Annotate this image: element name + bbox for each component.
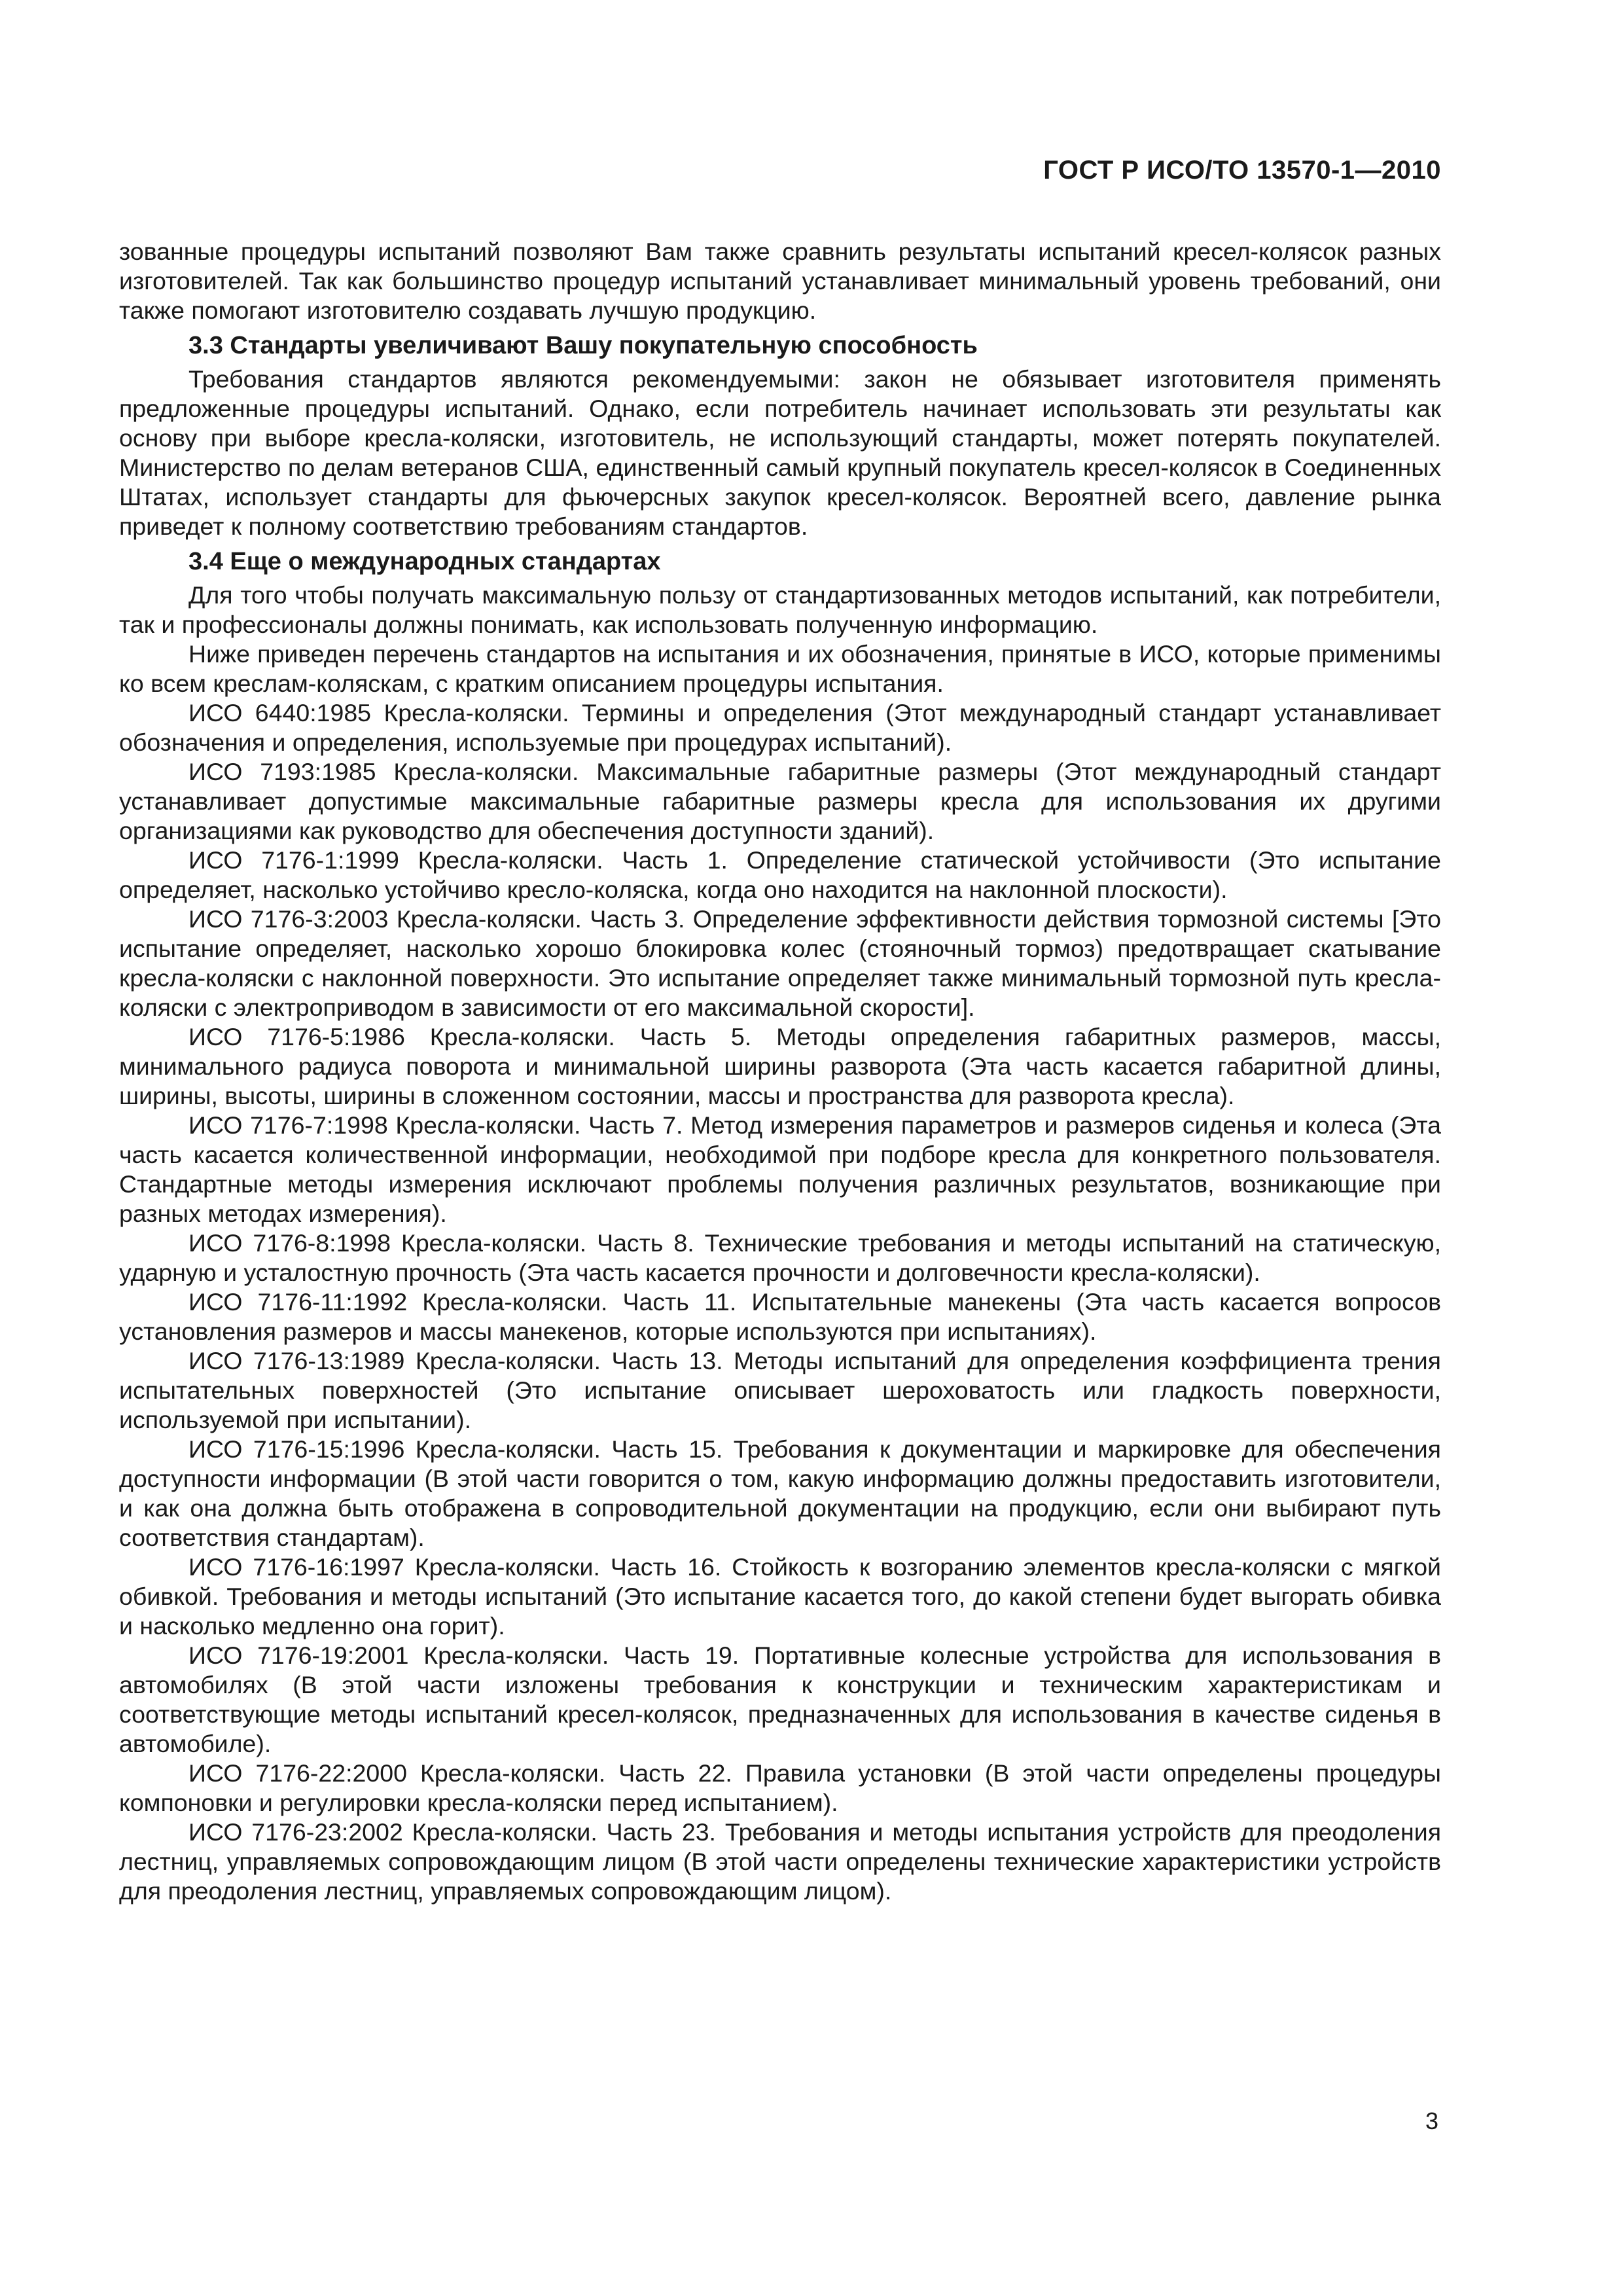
standard-entry: ИСО 7193:1985 Кресла-коляски. Максимальные габаритные размеры (Этот международный стандарт устанавливает допустимые максимальные габаритные размеры кресла для использования их другими организациями как руководство для обеспечения доступности зданий).: [119, 758, 1441, 844]
standard-entry: ИСО 7176-23:2002 Кресла-коляски. Часть 23. Требования и методы испытания устройств для преодоления лестниц, управляемых сопровождающим лицом (В этой части определены технические характеристики устройств для преодоления лестниц, управляемых сопровождающим лицом).: [119, 1818, 1441, 1905]
standard-entry: ИСО 6440:1985 Кресла-коляски. Термины и определения (Этот международный стандарт устанавливает обозначения и определения, используемые при процедурах испытаний).: [119, 699, 1441, 756]
standard-entry: ИСО 7176-22:2000 Кресла-коляски. Часть 22. Правила установки (В этой части определены процедуры компоновки и регулировки кресла-коляски перед испытанием).: [119, 1759, 1441, 1816]
paragraph: Для того чтобы получать максимальную пользу от стандартизованных методов испытаний, как потребители, так и профессионалы должны понимать, как использовать полученную информацию.: [119, 581, 1441, 638]
section-heading-3-3: 3.3 Стандарты увеличивают Вашу покупательную способность: [188, 332, 978, 359]
standard-entry: ИСО 7176-13:1989 Кресла-коляски. Часть 13. Методы испытаний для определения коэффициента трения испытательных поверхностей (Это испытание описывает шероховатость или гладкость поверхности, используемой при испытании).: [119, 1347, 1441, 1433]
standard-entry: ИСО 7176-7:1998 Кресла-коляски. Часть 7. Метод измерения параметров и размеров сиденья и колеса (Эта часть касается количественной информации, необходимой при подборе кресла для конкретного пользователя. Стандартные методы измерения исключают проблемы получения различных результатов, возникающие при разных методах измерения).: [119, 1111, 1441, 1227]
page-number: 3: [1425, 2108, 1438, 2134]
paragraph-continuation: зованные процедуры испытаний позволяют Вам также сравнить результаты испытаний кресел-колясок разных изготовителей. Так как большинство процедур испытаний устанавливает минимальный уровень требований, они также помогают изготовителю создавать лучшую продукцию.: [119, 238, 1441, 324]
section-heading-3-4: 3.4 Еще о международных стандартах: [188, 548, 661, 575]
document-code-header: ГОСТ Р ИСО/ТО 13570-1—2010: [1043, 156, 1441, 185]
standard-entry: ИСО 7176-19:2001 Кресла-коляски. Часть 19. Портативные колесные устройства для использования в автомобилях (В этой части изложены требования к конструкции и техническим характеристикам и соответствующие методы испытаний кресел-колясок, предназначенных для использования в качестве сиденья в автомобиле).: [119, 1641, 1441, 1757]
standard-entry: ИСО 7176-16:1997 Кресла-коляски. Часть 16. Стойкость к возгоранию элементов кресла-коляски с мягкой обивкой. Требования и методы испытаний (Это испытание касается того, до какой степени будет выгорать обивка и насколько медленно она горит).: [119, 1553, 1441, 1640]
standard-entry: ИСО 7176-11:1992 Кресла-коляски. Часть 11. Испытательные манекены (Эта часть касается вопросов установления размеров и массы манекенов, которые используются при испытаниях).: [119, 1288, 1441, 1345]
document-body: [119, 237, 1441, 1906]
standard-entry: ИСО 7176-15:1996 Кресла-коляски. Часть 15. Требования к документации и маркировке для обеспечения доступности информации (В этой части говорится о том, какую информацию должны предоставить изготовители, и как она должна быть отображена в сопроводительной документации на продукцию, если они выбирают путь соответствия стандартам).: [119, 1435, 1441, 1551]
standard-entry: ИСО 7176-3:2003 Кресла-коляски. Часть 3. Определение эффективности действия тормозной системы [Это испытание определяет, насколько хорошо блокировка колес (стояночный тормоз) предотвращает скатывание кресла-коляски с наклонной поверхности. Это испытание определяет также минимальный тормозной путь кресла-коляски с электроприводом в зависимости от его максимальной скорости].: [119, 905, 1441, 1021]
standard-entry: ИСО 7176-5:1986 Кресла-коляски. Часть 5. Методы определения габаритных размеров, массы, минимального радиуса поворота и минимальной ширины разворота (Эта часть касается габаритной длины, ширины, высоты, ширины в сложенном состоянии, массы и пространства для разворота кресла).: [119, 1023, 1441, 1109]
paragraph: Требования стандартов являются рекомендуемыми: закон не обязывает изготовителя применять предложенные процедуры испытаний. Однако, если потребитель начинает использовать эти результаты как основу при выборе кресла-коляски, изготовитель, не использующий стандарты, может потерять покупателей. Министерство по делам ветеранов США, единственный самый крупный покупатель кресел-колясок в Соединенных Штатах, использует стандарты для фьючерсных закупок кресел-колясок. Вероятней всего, давление рынка приведет к полному соответствию требованиям стандартов.: [119, 365, 1441, 540]
standard-entry: ИСО 7176-8:1998 Кресла-коляски. Часть 8. Технические требования и методы испытаний на статическую, ударную и усталостную прочность (Эта часть касается прочности и долговечности кресла-коляски).: [119, 1229, 1441, 1286]
paragraph: Ниже приведен перечень стандартов на испытания и их обозначения, принятые в ИСО, которые применимы ко всем креслам-коляскам, с кратким описанием процедуры испытания.: [119, 640, 1441, 697]
standard-entry: ИСО 7176-1:1999 Кресла-коляски. Часть 1. Определение статической устойчивости (Это испытание определяет, насколько устойчиво кресло-коляска, когда оно находится на наклонной плоскости).: [119, 846, 1441, 903]
